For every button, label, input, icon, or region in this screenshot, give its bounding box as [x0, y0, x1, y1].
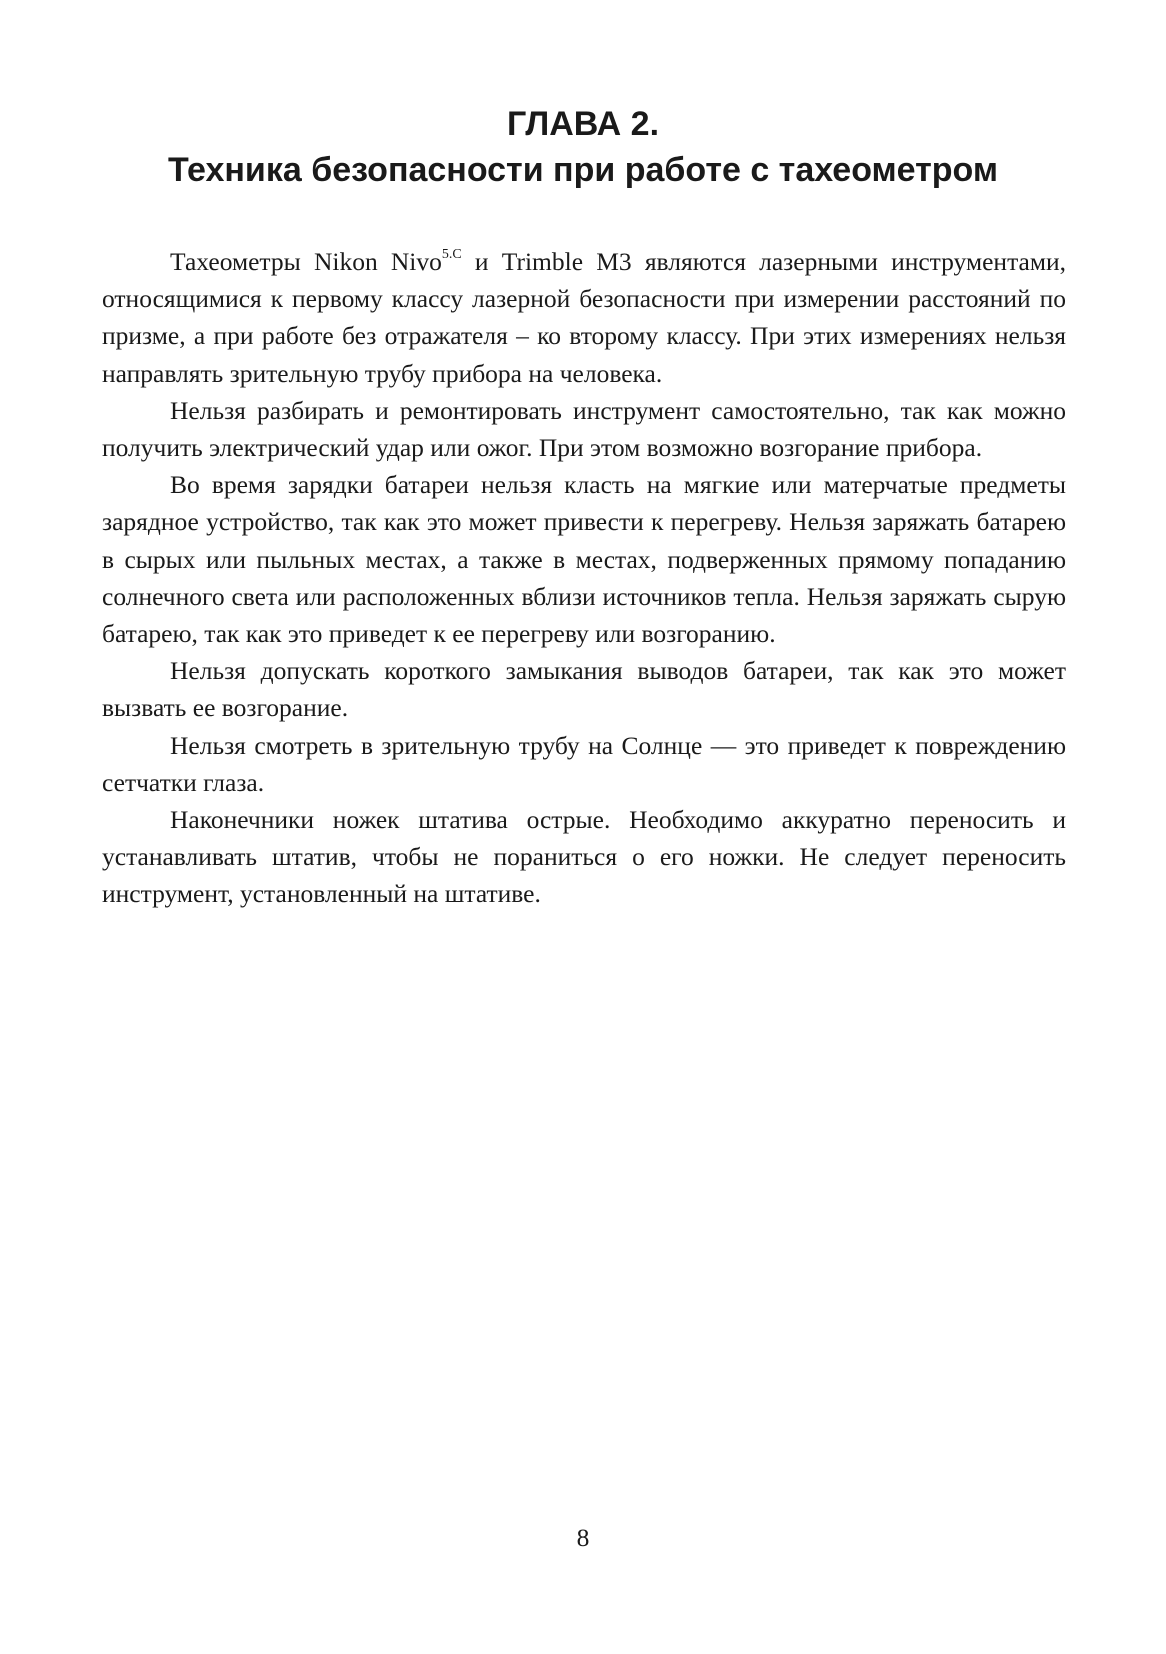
- chapter-title: Техника безопасности при работе с тахеометром: [167, 151, 999, 189]
- paragraph-1-start: Тахеометры Nikon Nivo: [170, 247, 442, 276]
- paragraph-2: Нельзя разбирать и ремонтировать инструмент самостоятельно, так как можно получить электрический удар или ожог. При этом возможно возгорание прибора.: [102, 395, 1066, 463]
- chapter-number: ГЛАВА 2.: [506, 105, 660, 143]
- paragraph-5: Нельзя смотреть в зрительную трубу на Солнце — это приведет к повреждению сетчатки глаза.: [102, 730, 1066, 797]
- model-superscript: 5.C: [441, 246, 462, 262]
- page-number: 8: [576, 1523, 590, 1552]
- paragraph-1-rest: и Trimble M3 являются лазерными инструментами, относящимися к первому классу лазерной безопасности при измерении расстояний по призме, а при работе без отражателя – ко второму классу. При этих измерениях нельзя направлять зрительную трубу прибора на человека.: [102, 247, 1066, 388]
- paragraph-1: [102, 243, 1066, 392]
- paragraph-3: Во время зарядки батареи нельзя класть на мягкие или матерчатые предметы зарядное устройство, так как это может привести к перегреву. Нельзя заряжать батарею в сырых или пыльных местах, а также в местах, подверженных прямому попаданию солнечного света или расположенных вблизи источников тепла. Нельзя заряжать сырую батарею, так как это приведет к ее перегреву или возгоранию.: [102, 470, 1066, 649]
- paragraph-4: Нельзя допускать короткого замыкания выводов батареи, так как это может вызвать ее возгорание.: [102, 656, 1066, 723]
- paragraph-6: Наконечники ножек штатива острые. Необходимо аккуратно переносить и устанавливать штатив, чтобы не пораниться о его ножки. Не следует переносить инструмент, установленный на штативе.: [102, 805, 1066, 909]
- body-text: [102, 243, 1066, 913]
